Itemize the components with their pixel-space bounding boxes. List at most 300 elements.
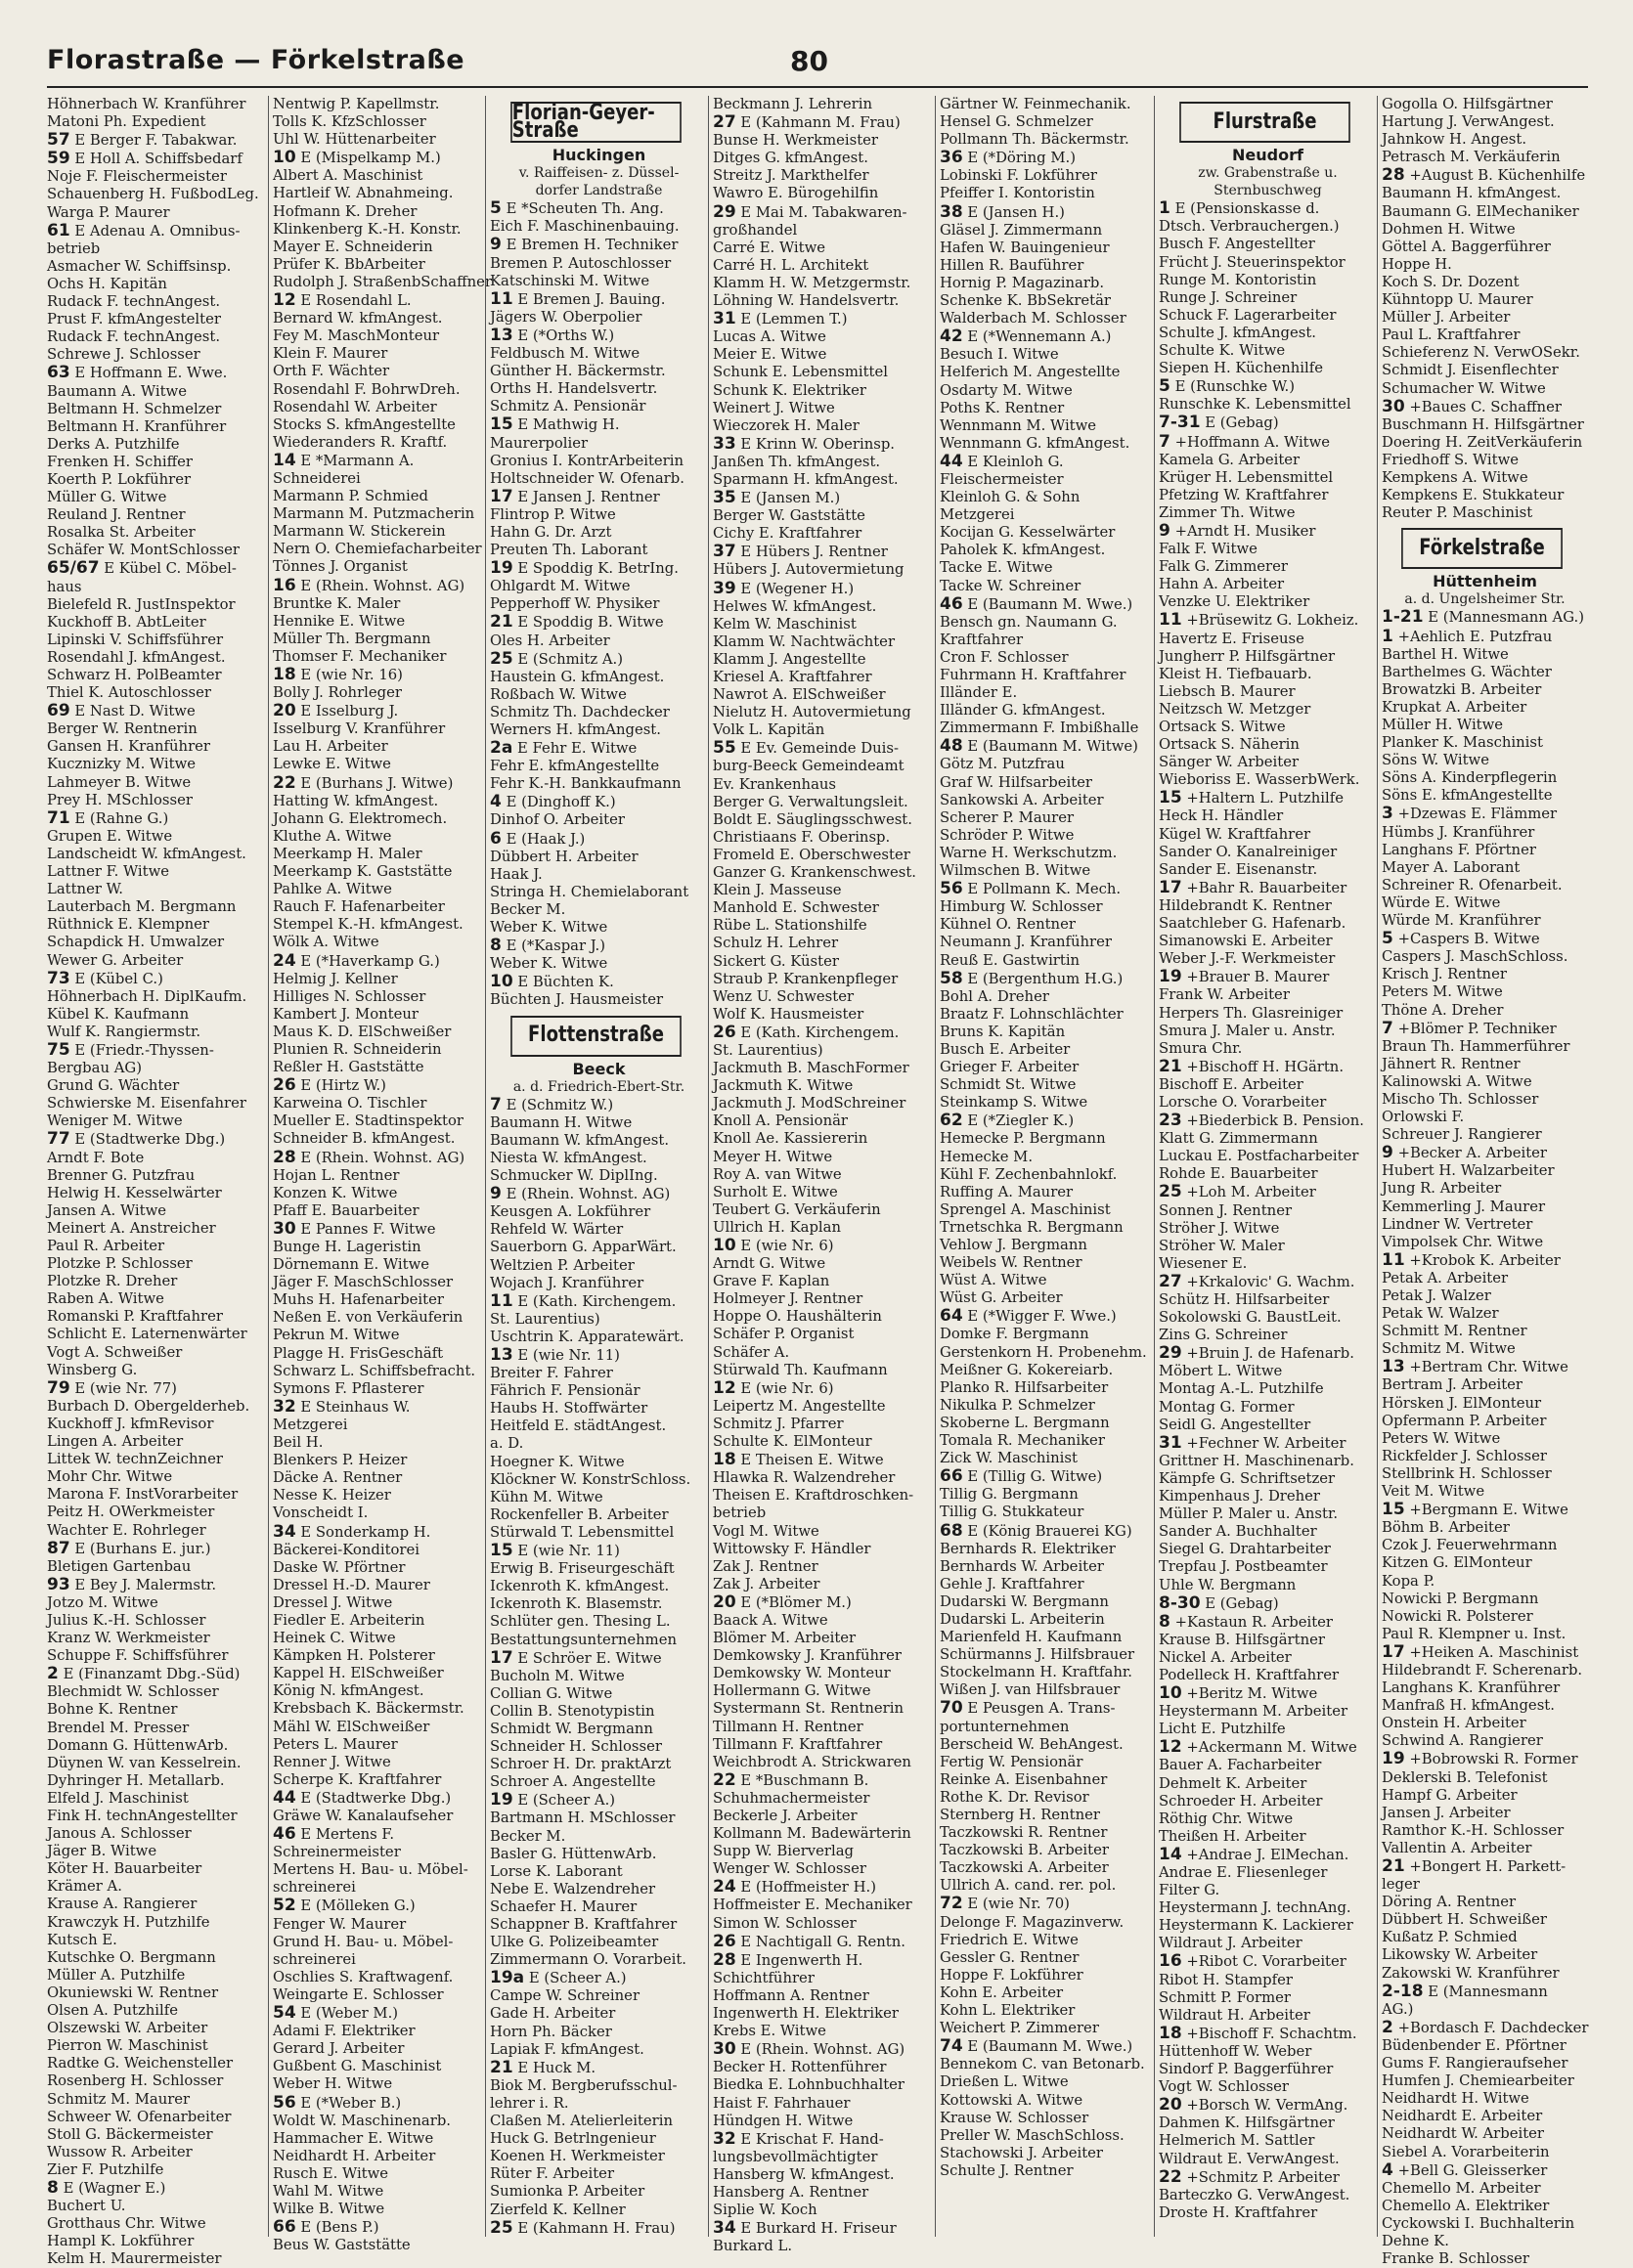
entry-text: Gansen H. Kranführer <box>47 738 210 756</box>
entry-text: Kambert J. Monteur <box>273 1005 419 1023</box>
house-number: 66 <box>940 1466 963 1487</box>
resident-entry <box>47 2055 268 2072</box>
resident-entry <box>940 1166 1154 1184</box>
resident-entry <box>47 542 268 559</box>
entry-text: +Bongert H. Parkett- <box>1409 1858 1567 1875</box>
resident-entry <box>1382 1643 1588 1662</box>
house-number: 9 <box>490 235 502 255</box>
entry-text: Büchten J. Hausmeister <box>490 991 664 1009</box>
resident-entry <box>1159 1005 1377 1023</box>
entry-text: +Biederbick B. Pension. <box>1186 1112 1364 1130</box>
entry-text: Barthel H. Witwe <box>1382 645 1509 663</box>
resident-entry <box>713 2219 935 2238</box>
entry-text: Koerth P. Lokführer <box>47 470 192 488</box>
entry-text: Klamm J. Angestellte <box>713 650 866 668</box>
resident-entry <box>490 1365 708 1382</box>
house-number: 18 <box>713 1450 736 1470</box>
entry-text: Ditges G. kfmAngest. <box>713 150 868 167</box>
entry-text: Barteczko G. VerwAngest. <box>1159 2186 1350 2203</box>
entry-text: Rüter F. Arbeiter <box>490 2165 615 2183</box>
entry-text: Warga P. Maurer <box>47 203 170 221</box>
entry-text: Montag A.-L. Putzhilfe <box>1159 1380 1324 1398</box>
resident-entry <box>1382 1857 1588 1876</box>
resident-entry <box>940 1467 1154 1486</box>
resident-entry <box>713 1095 935 1112</box>
entry-text: Wildraut H. Arbeiter <box>1159 2006 1310 2024</box>
entry-text: Wüst A. Witwe <box>940 1272 1047 1289</box>
entry-text: Roy A. van Witwe <box>713 1165 842 1183</box>
house-number: 79 <box>47 1377 70 1398</box>
entry-text: Kitzen G. ElMonteur <box>1382 1554 1532 1572</box>
entry-text: Wiederanders R. Kraftf. <box>273 433 448 451</box>
entry-text: Hartung J. VerwAngest. <box>1382 113 1555 131</box>
resident-entry <box>1159 1130 1377 1148</box>
resident-entry <box>1382 274 1588 291</box>
entry-text: E *Buschmann B. <box>740 1771 869 1789</box>
entry-text: E (Weber M.) <box>300 2005 399 2023</box>
resident-entry <box>1159 1344 1377 1363</box>
entry-text: E (Rhein. Wohnst. AG) <box>300 1149 465 1166</box>
resident-entry <box>273 1736 485 1754</box>
house-number: 19 <box>490 558 513 579</box>
entry-text: Bertram J. Arbeiter <box>1382 1376 1523 1394</box>
entry-text: Wachter E. Rohrleger <box>47 1521 206 1539</box>
resident-entry <box>1159 1935 1377 1952</box>
resident-entry <box>940 1237 1154 1254</box>
entry-text: Wilke B. Witwe <box>273 2201 385 2218</box>
resident-entry <box>490 1524 708 1542</box>
house-number: 73 <box>47 968 70 988</box>
entry-text: E Mertens F. <box>300 1826 395 1844</box>
house-number: 55 <box>713 738 736 759</box>
resident-entry <box>273 1825 485 1844</box>
entry-text: +Brauer B. Maurer <box>1186 969 1330 986</box>
resident-entry <box>1382 1787 1588 1805</box>
resident-entry <box>47 1468 268 1486</box>
resident-entry <box>47 809 268 828</box>
street-heading: Förkelstraße <box>1401 528 1563 569</box>
resident-entry <box>940 2145 1154 2162</box>
house-number: 69 <box>47 701 70 721</box>
entry-text: Schreinermeister <box>273 1844 401 1861</box>
resident-entry <box>1382 1983 1588 2001</box>
entry-text: Meinert A. Anstreicher <box>47 1219 216 1237</box>
resident-entry <box>1382 948 1588 966</box>
resident-entry <box>1159 754 1377 771</box>
entry-text: Schuppe F. Schiffsführer <box>47 1647 229 1665</box>
resident-entry <box>1382 912 1588 930</box>
column-2 <box>268 96 492 2254</box>
resident-entry <box>1382 2161 1588 2180</box>
entry-text: Schauenberg H. FußbodLeg. <box>47 186 259 203</box>
resident-entry <box>47 2144 268 2161</box>
resident-entry <box>713 2023 935 2040</box>
entry-text: Dübbert H. Schweißer <box>1382 1911 1547 1929</box>
entry-text: Weber K. Witwe <box>490 919 608 937</box>
entry-text: +Beritz M. Witwe <box>1186 1685 1318 1703</box>
entry-text: Demkowsky J. Kranführer <box>713 1647 902 1665</box>
entry-text: Schneider H. Schlosser <box>490 1738 662 1756</box>
entry-text: Klein F. Maurer <box>273 345 388 363</box>
entry-text: Paul L. Kraftfahrer <box>1382 327 1521 344</box>
resident-entry <box>490 1329 708 1346</box>
resident-entry <box>47 1612 268 1630</box>
house-number: 42 <box>940 327 963 347</box>
entry-text: Sprengel A. Maschinist <box>940 1200 1111 1218</box>
entry-text: Hollermann G. Witwe <box>713 1682 871 1700</box>
entry-text: Heystermann M. Arbeiter <box>1159 1703 1348 1721</box>
resident-entry <box>47 1808 268 1825</box>
entry-text: Stoll G. Bäckermeister <box>47 2125 213 2143</box>
entry-text: Weichbrodt A. Strickwaren <box>713 1753 911 1770</box>
resident-entry <box>273 345 485 363</box>
entry-text: +Bischoff F. Schachtm. <box>1186 2025 1357 2042</box>
resident-entry <box>1382 2250 1588 2268</box>
house-number: 15 <box>1159 788 1182 808</box>
entry-text: Nentwig P. Kapellmstr. <box>273 96 440 112</box>
entry-text: +Blömer P. Techniker <box>1397 1020 1557 1037</box>
entry-text: Ortsack S. Witwe <box>1159 719 1286 735</box>
resident-entry <box>273 185 485 202</box>
house-number: 64 <box>940 1306 963 1327</box>
resident-entry <box>490 1934 708 1951</box>
entry-text: Düynen W. van Kesselrein. <box>47 1754 242 1771</box>
resident-entry <box>713 1612 935 1630</box>
entry-text: Tillig G. Bergmann <box>940 1486 1079 1504</box>
resident-entry <box>273 1861 485 1879</box>
house-number: 22 <box>1159 2166 1182 2187</box>
resident-entry <box>1382 2055 1588 2072</box>
entry-text: E (Friedr.-Thyssen- <box>74 1041 214 1059</box>
house-number: 9 <box>1159 520 1170 541</box>
resident-entry <box>490 1454 708 1471</box>
entry-text: Opfermann P. Arbeiter <box>1382 1412 1547 1429</box>
resident-entry <box>940 1504 1154 1521</box>
resident-entry <box>1382 416 1588 434</box>
house-number: 28 <box>1382 165 1405 186</box>
entry-text: Licht E. Putzhilfe <box>1159 1721 1286 1738</box>
resident-entry <box>1382 769 1588 787</box>
entry-text: Beil H. <box>273 1434 324 1452</box>
entry-text: Adami F. Elektriker <box>273 2023 416 2040</box>
entry-text: schreinerei <box>273 1879 356 1897</box>
resident-entry <box>713 1398 935 1416</box>
resident-entry <box>713 1505 935 1522</box>
resident-entry <box>713 1042 935 1060</box>
resident-entry <box>940 1326 1154 1343</box>
entry-text: Haubs H. Stoffwärter <box>490 1400 648 1418</box>
entry-text: Brenner G. Putzfrau <box>47 1166 196 1184</box>
entry-text: Wussow R. Arbeiter <box>47 2143 193 2160</box>
resident-entry <box>490 218 708 236</box>
house-number: 29 <box>1159 1343 1182 1364</box>
resident-entry <box>940 2056 1154 2073</box>
entry-text: Nesse K. Heizer <box>273 1487 391 1505</box>
resident-entry <box>1159 289 1377 307</box>
entry-text: Krebs E. Witwe <box>713 2023 826 2040</box>
entry-text: Hampf G. Arbeiter <box>1382 1786 1518 1804</box>
district-name: Beeck <box>572 1059 626 1078</box>
entry-text: Hildebrandt F. Scherenarb. <box>1382 1661 1583 1679</box>
resident-entry <box>713 1379 935 1398</box>
resident-entry <box>1159 2168 1377 2187</box>
resident-entry <box>713 1416 935 1433</box>
resident-entry <box>940 1059 1154 1076</box>
entry-text: Baumann G. ElMechaniker <box>1382 202 1579 220</box>
resident-entry <box>490 1951 708 1969</box>
resident-entry <box>713 1825 935 1843</box>
resident-entry <box>713 185 935 202</box>
resident-entry <box>713 721 935 739</box>
resident-entry <box>1159 307 1377 325</box>
entry-text: E (Finanzamt Dbg.-Süd) <box>63 1666 241 1683</box>
resident-entry <box>940 1949 1154 1967</box>
entry-text: Stringa H. Chemielaborant <box>490 883 689 900</box>
resident-entry <box>47 579 268 596</box>
entry-text: Hampl K. Lokführer <box>47 2233 195 2250</box>
resident-entry <box>713 1469 935 1487</box>
entry-text: Blenkers P. Heizer <box>273 1452 408 1469</box>
resident-entry <box>47 1167 268 1185</box>
resident-entry <box>713 1201 935 1219</box>
resident-entry <box>273 505 485 523</box>
entry-text: Grittner H. Maschinenarb. <box>1159 1452 1354 1469</box>
entry-text: E (Baumann M. Wwe.) <box>967 2038 1133 2056</box>
resident-entry <box>47 2109 268 2126</box>
resident-entry <box>273 1256 485 1274</box>
entry-text: Dyhringer H. Metallarb. <box>47 1771 225 1789</box>
house-number: 46 <box>273 1824 296 1845</box>
entry-text: Helmig J. Kellner <box>273 970 398 987</box>
entry-text: Hoffmeister E. Mechaniker <box>713 1897 912 1914</box>
entry-text: Schreuer J. Rangierer <box>1382 1126 1542 1144</box>
resident-entry <box>713 1451 935 1469</box>
entry-text: Lauterbach M. Bergmann <box>47 898 237 916</box>
entry-text: Tillig G. Stukkateur <box>940 1504 1084 1521</box>
resident-entry <box>47 1825 268 1843</box>
resident-entry <box>47 934 268 951</box>
entry-text: Grieger F. Arbeiter <box>940 1059 1080 1076</box>
resident-entry <box>1382 452 1588 469</box>
entry-text: Lattner W. <box>47 881 123 898</box>
entry-text: Kelm H. Maurermeister <box>47 2250 222 2268</box>
entry-text: Drießen L. Witwe <box>940 2073 1069 2091</box>
resident-entry <box>940 934 1154 951</box>
entry-text: Buchert U. <box>47 2198 126 2215</box>
entry-text: Karweina O. Tischler <box>273 1095 427 1112</box>
resident-entry <box>47 1255 268 1273</box>
resident-entry <box>490 884 708 901</box>
entry-text: Reinke A. Eisenbahner <box>940 1770 1108 1788</box>
resident-entry <box>1159 2078 1377 2096</box>
house-number: 1-21 <box>1382 607 1424 628</box>
entry-text: Cyckowski I. Buchhalterin <box>1382 2214 1575 2232</box>
resident-entry <box>1159 1202 1377 1220</box>
entry-text: Renner J. Witwe <box>273 1753 391 1770</box>
entry-text: Rickfelder J. Schlosser <box>1382 1447 1547 1464</box>
resident-entry <box>940 1842 1154 1859</box>
resident-entry <box>1382 1056 1588 1073</box>
house-number: 21 <box>490 612 513 632</box>
entry-text: Baumann H. Witwe <box>490 1113 633 1131</box>
entry-text: +Loh M. Arbeiter <box>1186 1184 1316 1201</box>
resident-entry <box>1382 344 1588 362</box>
resident-entry <box>940 1771 1154 1789</box>
entry-text: Manfraß H. kfmAngest. <box>1382 1697 1555 1715</box>
resident-entry <box>713 240 935 257</box>
resident-entry <box>47 2161 268 2179</box>
house-number: 10 <box>490 972 513 992</box>
resident-entry <box>940 1522 1154 1541</box>
resident-entry <box>1382 983 1588 1001</box>
entry-text: Sindorf P. Baggerführer <box>1159 2061 1334 2078</box>
entry-text: Bunse H. Werkmeister <box>713 132 878 150</box>
resident-entry <box>47 1914 268 1932</box>
house-number: 32 <box>273 1396 296 1417</box>
resident-entry <box>1382 1376 1588 1394</box>
resident-entry <box>273 1934 485 1951</box>
entry-text: Zimmer Th. Witwe <box>1159 503 1296 521</box>
resident-entry <box>1159 2132 1377 2150</box>
resident-entry <box>713 561 935 579</box>
resident-entry <box>1382 1679 1588 1697</box>
entry-text: Bremen P. Autoschlosser <box>490 254 672 272</box>
entry-text: Volk L. Kapitän <box>713 721 825 739</box>
resident-entry <box>940 1558 1154 1576</box>
resident-entry <box>940 578 1154 595</box>
entry-text: Schmitt M. Rentner <box>1382 1323 1527 1340</box>
resident-entry <box>47 1558 268 1576</box>
entry-text: Keusgen A. Lokführer <box>490 1203 651 1221</box>
entry-text: Wiesener E. <box>1159 1254 1248 1272</box>
resident-entry <box>713 417 935 435</box>
entry-text: Schroer A. Angestellte <box>490 1773 656 1791</box>
resident-entry <box>1159 254 1377 272</box>
entry-text: Olsen A. Putzhilfe <box>47 2002 178 2020</box>
entry-text: Prust F. kfmAngestelter <box>47 311 221 328</box>
resident-entry <box>1159 1470 1377 1488</box>
house-number: 30 <box>273 1218 296 1239</box>
resident-entry <box>1382 2072 1588 2090</box>
resident-entry <box>1382 842 1588 859</box>
resident-entry <box>713 1736 935 1754</box>
entry-text: Stempel K.-H. kfmAngest. <box>273 916 463 934</box>
resident-entry <box>1382 1162 1588 1180</box>
entry-text: Romanski P. Kraftfahrer <box>47 1308 223 1326</box>
entry-text: Stürwald T. Lebensmittel <box>490 1523 675 1541</box>
entry-text: Pfeiffer I. Kontoristin <box>940 185 1095 202</box>
resident-entry <box>490 669 708 686</box>
entry-text: E (*Orths W.) <box>517 327 615 344</box>
entry-text: +Caspers B. Witwe <box>1397 931 1540 948</box>
resident-entry <box>940 1664 1154 1681</box>
resident-entry <box>273 1076 485 1095</box>
entry-text: E Büchten K. <box>517 974 614 991</box>
entry-text: Ortsack S. Näherin <box>1159 736 1300 754</box>
street-range-title: Florastraße — Förkelstraße <box>47 45 465 75</box>
entry-text: Bischoff E. Arbeiter <box>1159 1075 1303 1093</box>
resident-entry <box>490 1221 708 1239</box>
entry-text: Vogl M. Witwe <box>713 1522 819 1540</box>
entry-text: Fiedler E. Arbeiterin <box>273 1611 425 1629</box>
entry-text: E (Gebag) <box>1205 1594 1279 1612</box>
entry-text: Tillmann F. Kraftfahrer <box>713 1735 883 1753</box>
resident-entry <box>47 2198 268 2215</box>
resident-entry <box>490 309 708 327</box>
resident-entry <box>490 273 708 290</box>
entry-text: Weltzien P. Arbeiter <box>490 1256 635 1274</box>
resident-entry <box>490 1595 708 1613</box>
resident-entry <box>713 899 935 917</box>
entry-text: Fehr E. kfmAngestellte <box>490 758 660 775</box>
entry-text: Mayer A. Laborant <box>1382 858 1521 876</box>
resident-entry <box>273 738 485 756</box>
entry-text: Hansberg W. kfmAngest. <box>713 2165 895 2183</box>
entry-text: Fey M. MaschMonteur <box>273 327 440 345</box>
resident-entry <box>1159 1577 1377 1594</box>
entry-text: Hündgen H. Witwe <box>713 2112 854 2129</box>
entry-text: Petak J. Walzer <box>1382 1287 1491 1304</box>
entry-text: Taczkowski R. Rentner <box>940 1824 1108 1842</box>
resident-entry <box>713 1006 935 1024</box>
resident-entry <box>713 1933 935 1951</box>
resident-entry <box>1382 1573 1588 1591</box>
house-number: 14 <box>1159 1844 1182 1864</box>
entry-text: Kopa P. <box>1382 1572 1435 1590</box>
entry-text: Siebel A. Vorarbeiterin <box>1382 2143 1550 2160</box>
entry-text: Müller G. Witwe <box>47 489 167 506</box>
entry-text: Kleist H. Tiefbauarb. <box>1159 665 1312 682</box>
entry-text: E Theisen E. Witwe <box>740 1452 884 1469</box>
entry-text: Müller J. Arbeiter <box>1382 309 1511 327</box>
resident-entry <box>1382 1822 1588 1840</box>
resident-entry <box>1382 1876 1588 1894</box>
entry-text: Ramthor K.-H. Schlosser <box>1382 1821 1565 1839</box>
entry-text: Vogt W. Schlosser <box>1159 2078 1289 2096</box>
entry-text: Herpers Th. Glasreiniger <box>1159 1004 1344 1022</box>
entry-text: Weibels W. Rentner <box>940 1254 1082 1272</box>
entry-text: Langhans K. Kranführer <box>1382 1679 1561 1697</box>
entry-text: Kuckhoff B. AbtLeiter <box>47 613 206 631</box>
entry-text: Lewke E. Witwe <box>273 756 391 773</box>
entry-text: Berscheid W. BehAngest. <box>940 1735 1124 1753</box>
entry-text: E (Burhans E. jur.) <box>74 1540 211 1557</box>
resident-entry <box>713 704 935 721</box>
entry-text: Thöne A. Dreher <box>1382 1001 1504 1019</box>
resident-entry <box>273 541 485 558</box>
resident-entry <box>1382 699 1588 717</box>
resident-entry <box>1382 2037 1588 2055</box>
resident-entry <box>1159 1594 1377 1613</box>
resident-entry <box>940 1450 1154 1467</box>
house-number: 57 <box>47 130 70 151</box>
resident-entry <box>1382 1965 1588 1983</box>
entry-text: Helwes W. kfmAngest. <box>713 597 877 615</box>
resident-entry <box>490 1506 708 1524</box>
resident-entry <box>1159 1238 1377 1255</box>
resident-entry <box>713 1700 935 1718</box>
entry-text: E (*Kaspar J.) <box>506 938 606 955</box>
entry-text: E (Hirtz W.) <box>300 1077 386 1095</box>
entry-text: E (Hoffmeister H.) <box>740 1879 876 1897</box>
resident-entry <box>490 2024 708 2041</box>
resident-entry <box>47 506 268 524</box>
resident-entry <box>273 1417 485 1434</box>
house-number: 66 <box>273 2217 296 2238</box>
resident-entry <box>273 793 485 810</box>
entry-text: +Bahr R. Bauarbeiter <box>1186 879 1347 896</box>
house-number: 24 <box>713 1877 736 1897</box>
